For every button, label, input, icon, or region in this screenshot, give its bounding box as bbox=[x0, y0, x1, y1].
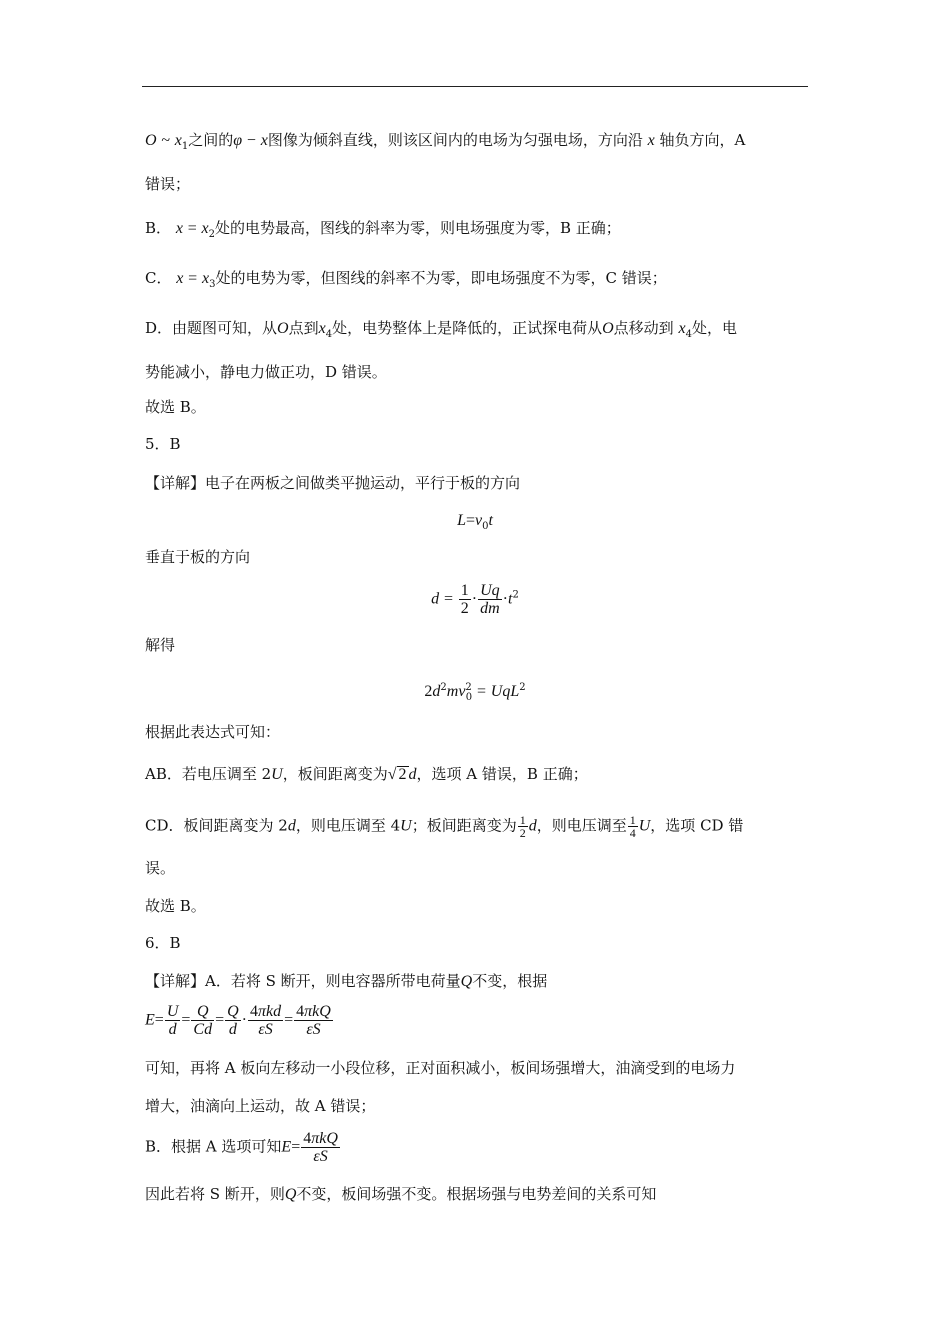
text: C． bbox=[145, 269, 172, 287]
text: ，则电压调至 bbox=[536, 816, 627, 835]
text: 点移动到 bbox=[613, 319, 674, 337]
paragraph-line: C． $x = x_3$处的电势为零，但图线的斜率不为零，即电场强度不为零，C 错误； bbox=[145, 269, 667, 290]
paragraph-line: 增大，油滴向上运动，故 A 错误； bbox=[145, 1097, 376, 1115]
paragraph-line: 故选 B。 bbox=[145, 897, 206, 915]
paragraph-line: 势能减小，静电力做正功，D 错误。 bbox=[145, 363, 387, 381]
text: 处的电势为零，但图线的斜率不为零，即电场强度不为零，C 错误； bbox=[215, 269, 667, 287]
text: ，板间距离变为 bbox=[282, 765, 388, 783]
text: B． bbox=[145, 219, 172, 237]
paragraph-line: AB．若电压调至 2U，板间距离变为√ 2 d，选项 A 错误，B 正确； bbox=[145, 765, 588, 783]
text: 不变，根据 bbox=[472, 972, 548, 990]
paragraph-line: 错误； bbox=[145, 175, 191, 193]
text: D．由题图可知，从 bbox=[145, 319, 278, 337]
text: ；板间距离变为 bbox=[411, 816, 517, 835]
equation: $2d^2mv^2_0 = UqL^2$ bbox=[424, 682, 526, 703]
paragraph-line: 【详解】电子在两板之间做类平抛运动，平行于板的方向 bbox=[145, 474, 521, 492]
paragraph-line: 解得 bbox=[145, 636, 176, 654]
paragraph-line: D．由题图可知，从O点到$x_4$处，电势整体上是降低的，正试探电荷从O点移动到 $x_4$处，电 bbox=[145, 319, 737, 340]
text: 点到 bbox=[288, 319, 319, 337]
paragraph-line: 因此若将 S 断开，则Q不变，板间场强不变。根据场强与电势差间的关系可知 bbox=[145, 1185, 657, 1203]
paragraph-line: O ~ $x_1$之间的φ − x图像为倾斜直线，则该区间内的电场为匀强电场，方向沿 x 轴负方向，A bbox=[145, 131, 746, 152]
text: 处的电势最高，图线的斜率为零，则电场强度为零，B 正确； bbox=[215, 219, 621, 237]
text: 之间的 bbox=[188, 131, 234, 149]
text: CD．板间距离变为 2 bbox=[145, 816, 288, 835]
text: ，选项 A 错误，B 正确； bbox=[416, 765, 588, 783]
paragraph-line: 误。 bbox=[145, 859, 176, 877]
paragraph-line: CD．板间距离变为 2d，则电压调至 4U；板间距离变为 $\frac{1}{2}$ d，则电压调至 $\frac{1}{4}$ U，选项 CD 错 bbox=[145, 813, 744, 840]
paragraph-line: 【详解】A．若将 S 断开，则电容器所带电荷量Q不变，根据 bbox=[145, 972, 548, 990]
paragraph-line: 可知，再将 A 板向左移动一小段位移，正对面积减小，板间场强增大，油滴受到的电场力 bbox=[145, 1059, 736, 1077]
header-rule bbox=[142, 86, 808, 87]
text: 【详解】A．若将 S 断开，则电容器所带电荷量 bbox=[145, 972, 461, 990]
paragraph-line: B．根据 A 选项可知E= $\frac{\text{4πkQ}}{\varepsilon S}$ bbox=[145, 1130, 338, 1165]
text: 处，电势整体上是降低的，正试探电荷从 bbox=[332, 319, 603, 337]
paragraph-line: 故选 B。 bbox=[145, 398, 206, 416]
paragraph-line: 根据此表达式可知： bbox=[145, 723, 281, 741]
text: ，选项 CD 错 bbox=[650, 816, 744, 835]
text: 轴负方向，A bbox=[659, 131, 746, 149]
text: 不变，板间场强不变。根据场强与电势差间的关系可知 bbox=[296, 1185, 657, 1203]
text: 因此若将 S 断开，则 bbox=[145, 1185, 285, 1203]
paragraph-line: 垂直于板的方向 bbox=[145, 548, 251, 566]
paragraph-line: B． $x = x_2$处的电势最高，图线的斜率为零，则电场强度为零，B 正确； bbox=[145, 219, 621, 240]
question-number: 6．B bbox=[145, 934, 181, 952]
text: B．根据 A 选项可知 bbox=[145, 1137, 282, 1156]
equation: d = $\frac{1}{2}$ · $\frac{Uq}{dm}$ $\cdot t^2$ bbox=[431, 582, 519, 617]
text: 图像为倾斜直线，则该区间内的电场为匀强电场，方向沿 bbox=[267, 131, 643, 149]
equation: $L=v_0t$ bbox=[457, 512, 493, 532]
equation: E= $\frac{U}{d}$ = $\frac{Q}{Cd}$ = $\frac{Q}{d}$ · $\frac{\text{4πkd}}{\varepsilon S}$ = $\frac{\text{4πkQ}}{\varepsilon S}$ bbox=[145, 1003, 331, 1038]
text: ，则电压调至 4 bbox=[295, 816, 401, 835]
text: 处，电 bbox=[691, 319, 737, 337]
text: AB．若电压调至 2 bbox=[145, 765, 272, 783]
question-number: 5．B bbox=[145, 435, 181, 453]
